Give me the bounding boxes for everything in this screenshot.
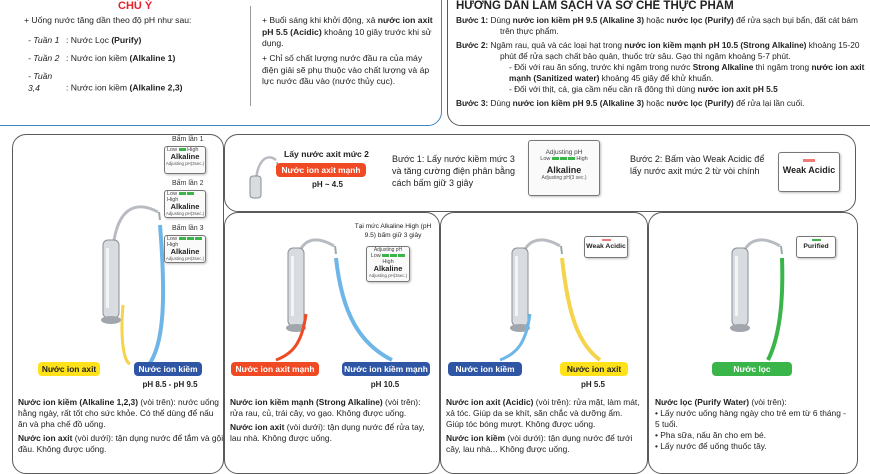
- guide-steps: [456, 15, 866, 109]
- panel-mode: Alkaline: [170, 247, 200, 256]
- alkaline-water-label-3: Nước ion kiềm: [448, 362, 522, 376]
- s: nước ion kiềm mạnh pH 10.5 (Strong Alkaline): [624, 40, 807, 50]
- card2-desc-1: [230, 397, 434, 419]
- s: (vòi trên):: [749, 397, 787, 407]
- level-indicator: [560, 157, 567, 159]
- s: Strong Alkaline: [692, 62, 754, 72]
- high-label: High: [167, 197, 179, 203]
- week-text: : Nước ion kiềm: [66, 53, 130, 63]
- s: khoảng 15-20 phút để rửa sạch chất bảo quản, thuốc trừ sâu. Gạo thì ngâm khoảng 5-7 phút.: [500, 40, 860, 61]
- list-item: • Lấy nước uống hàng ngày cho trẻ em từ 6 tháng - 5 tuổi.: [655, 408, 846, 429]
- step-label: Bước 2:: [456, 40, 489, 50]
- note-week-3: [28, 71, 248, 93]
- s: (vòi trên): rửa mặt, làm mát, xả tóc. Giúp da se khít, săn chắc và dưỡng ẩm. Giúp tóc bóng mượt. Không được uống.: [446, 397, 640, 429]
- adjusting-panel[interactable]: [528, 140, 600, 196]
- low-label: Low: [167, 191, 178, 197]
- purified-label: Purified: [803, 243, 829, 250]
- s: Nước ion axit (Acidic): [446, 397, 534, 407]
- panel-mode: Alkaline: [546, 165, 582, 175]
- level-indicator: [803, 159, 815, 162]
- s: (vòi dưới): tận dụng nước để tưới cây, lau nhà... Không được uống.: [446, 433, 633, 454]
- strong-acid-badge: Nước ion axit mạnh: [276, 163, 366, 177]
- strong-acid-water-label: Nước ion axit mạnh: [231, 362, 319, 376]
- s: Nước ion axit: [230, 422, 285, 432]
- panel-scale: [529, 156, 599, 162]
- weak-acidic-label: Weak Acidic: [782, 165, 836, 175]
- s: Nước ion axit: [18, 433, 73, 443]
- panel-adjusting: Adjusting pH: [373, 247, 403, 253]
- alkaline-panel-3[interactable]: [164, 235, 206, 263]
- alkaline-water-label-1: Nước ion kiềm: [134, 362, 202, 376]
- card3-desc-2: [446, 433, 642, 455]
- strong-step-2: Bước 2: Bấm vào Weak Acidic để lấy nước axit mức 2 từ vòi chính: [630, 154, 765, 176]
- note-divider: [250, 6, 251, 106]
- s: nước ion axit mạnh (Sanitized water): [509, 62, 865, 83]
- level-indicator: [552, 157, 559, 159]
- s: Dùng: [488, 15, 513, 25]
- strong-step-1: Bước 1: Lấy nước kiềm mức 3 và tăng cường điện phân bằng cách bấm giữ 3 giây: [392, 154, 516, 188]
- level-indicator: [195, 237, 202, 239]
- s: hoặc: [643, 15, 667, 25]
- week-label: - Tuần 2: [28, 53, 60, 63]
- ph-3: pH 5.5: [580, 380, 605, 389]
- week-text: : Nước Lọc: [66, 35, 112, 45]
- note-week-2: [28, 53, 248, 71]
- panel-sub: Adjusting pH(3sec.): [165, 256, 205, 261]
- s: hoặc: [643, 98, 667, 108]
- panel-sub: Adjusting pH(3sec.): [165, 161, 205, 166]
- panel-sub: Adjusting pH(3 sec.): [541, 175, 587, 181]
- s: thì ngâm trong: [753, 62, 812, 72]
- step-label: Bước 1:: [456, 15, 489, 25]
- panel-mode: Alkaline: [170, 152, 200, 161]
- p1-c: khoảng 10 giây trước khi sử dụng.: [262, 26, 432, 48]
- ph-range-1: pH 8.5 - pH 9.5: [142, 380, 198, 389]
- strong-acid-title: Lấy nước axit mức 2: [284, 149, 369, 159]
- level-indicator: [568, 157, 575, 159]
- acid-water-label-3: Nước ion axit: [560, 362, 628, 376]
- guide-step-2-sub-1: [456, 62, 866, 84]
- s: nước lọc (Purify): [666, 15, 734, 25]
- s: (vòi dưới): tận dụng nước để rửa tay, lau nhà. Không được uống.: [230, 422, 425, 443]
- p1-b: nước ion axit pH 5.5 (Acidic): [262, 15, 433, 37]
- alkaline-panel-2[interactable]: [164, 190, 206, 218]
- low-label: Low: [370, 253, 381, 259]
- week-label: - Tuần 3,4: [28, 71, 53, 93]
- week-bold: (Purify): [111, 35, 142, 45]
- note-intro: + Uống nước tăng dần theo độ pH như sau:: [24, 15, 192, 25]
- card1-desc-2: [18, 433, 224, 455]
- card4-desc-title: [655, 397, 851, 408]
- s: nước ion kiềm pH 9.5 (Alkaline 3): [512, 15, 644, 25]
- press-label-1: Bấm lần 1: [172, 136, 204, 143]
- level-indicator: [179, 148, 186, 150]
- note-title: CHÚ Ý: [118, 0, 153, 12]
- week-bold: (Alkaline 1): [129, 53, 176, 63]
- week-label: - Tuần 1: [28, 35, 60, 45]
- s: nước ion kiềm pH 9.5 (Alkaline 3): [512, 98, 644, 108]
- card2-note: Tại mức Alkaline High (pH 9.5) bấm giữ 3 giây: [354, 223, 432, 239]
- alkaline-panel-1[interactable]: [164, 146, 206, 174]
- weak-acidic-label: Weak Acidic: [586, 243, 626, 250]
- card2-desc-2: [230, 422, 434, 444]
- list-item: • Lấy nước để uống thuốc tây.: [655, 441, 767, 451]
- s: Dùng: [488, 98, 513, 108]
- panel-mode: Alkaline: [170, 202, 200, 211]
- s: - Đối với rau ăn sống, trước khi ngâm trong nước: [509, 62, 693, 72]
- high-label: High: [187, 147, 199, 153]
- level-indicator: [187, 237, 194, 239]
- strong-acid-ph: pH ~ 4.5: [312, 180, 343, 189]
- card1-description: [18, 397, 224, 455]
- guide-step-2: [456, 40, 866, 62]
- note-week-list: [28, 35, 248, 93]
- card4-description: [655, 397, 851, 452]
- s: Nước ion kiềm: [446, 433, 506, 443]
- guide-step-3: [456, 98, 866, 109]
- s: nước lọc (Purify): [666, 98, 734, 108]
- faucet-illustration-2: [252, 214, 432, 374]
- s: để rửa sạch bụi bẩn, đất cát bám trên thực phẩm.: [500, 15, 858, 36]
- card2-description: [230, 397, 434, 444]
- purified-water-label: Nước lọc: [712, 362, 792, 376]
- p1-a: + Buổi sáng khi khởi động, xả: [262, 15, 378, 25]
- s: Nước ion kiềm (Alkaline 1,2,3): [18, 397, 139, 407]
- s: (vòi trên): nước uống hằng ngày, rất tốt cho sức khỏe. Có thể dùng để nấu ăn và pha chế đồ uống.: [18, 397, 219, 429]
- note-week-1: [28, 35, 248, 53]
- week-text: : Nước ion kiềm: [66, 82, 130, 93]
- list-item: • Pha sữa, nấu ăn cho em bé.: [655, 430, 766, 440]
- panel-mode: Alkaline: [373, 264, 403, 273]
- s: Nước lọc (Purify Water): [655, 397, 750, 407]
- high-label: High: [167, 242, 179, 248]
- panel-sub: Adjusting pH(3sec.): [165, 211, 205, 216]
- press-label-2: Bấm lần 2: [172, 180, 204, 187]
- panel-sub: Adjusting pH(3sec.): [368, 273, 408, 278]
- high-label: High: [382, 259, 394, 265]
- s: Ngâm rau, quả và các loại hạt trong: [488, 40, 625, 50]
- note-paragraph-1: [262, 15, 434, 50]
- step-label: Bước 3:: [456, 98, 489, 108]
- card3-desc-1: [446, 397, 642, 430]
- level-indicator: [179, 237, 186, 239]
- s: khoảng 45 giây để khử khuẩn.: [599, 73, 714, 83]
- s: Nước ion kiềm mạnh (Strong Alkaline): [230, 397, 383, 407]
- press-label-3: Bấm lần 3: [172, 225, 204, 232]
- strong-alkaline-water-label: Nước ion kiềm mạnh: [342, 362, 430, 376]
- s: (vòi trên): rửa rau, củ, trái cây, vo gạo. Không được uống.: [230, 397, 421, 418]
- guide-step-1: [456, 15, 866, 37]
- low-label: Low: [540, 156, 551, 162]
- s: nước ion axit pH 5.5: [697, 84, 778, 94]
- s: (vòi dưới): tận dụng nước để tắm và gội đầu. Không được uống.: [18, 433, 224, 454]
- card4-bullets: [655, 408, 851, 452]
- level-indicator: [179, 192, 186, 194]
- s: để rửa lại lần cuối.: [733, 98, 805, 108]
- high-label: High: [576, 156, 588, 162]
- guide-step-2-sub-2: [456, 84, 866, 95]
- acid-water-label-1: Nước ion axit: [38, 362, 100, 376]
- card1-desc-1: [18, 397, 224, 430]
- s: - Đối với thịt, cá, gia cầm nếu cần rã đông thì dùng: [509, 84, 698, 94]
- week-bold: (Alkaline 2,3): [129, 82, 183, 93]
- guide-title: HƯỚNG DẪN LÀM SẠCH VÀ SƠ CHẾ THỰC PHẨM: [456, 0, 734, 12]
- ph-2: pH 10.5: [370, 380, 400, 389]
- weak-acidic-button-big[interactable]: [778, 152, 840, 192]
- faucet-illustration-4: [680, 214, 850, 374]
- level-indicator: [187, 192, 194, 194]
- panel-adjusting: Adjusting pH: [545, 149, 583, 156]
- faucet-illustration-3: [460, 214, 640, 374]
- card3-description: [446, 397, 642, 455]
- note-paragraph-2: + Chỉ số chất lượng nước đầu ra của máy điện giải sẽ phụ thuộc vào chất lượng và áp lực nước đầu vào (nước thủy cục).: [262, 53, 430, 86]
- low-label: Low: [167, 236, 178, 242]
- low-label: Low: [167, 147, 178, 153]
